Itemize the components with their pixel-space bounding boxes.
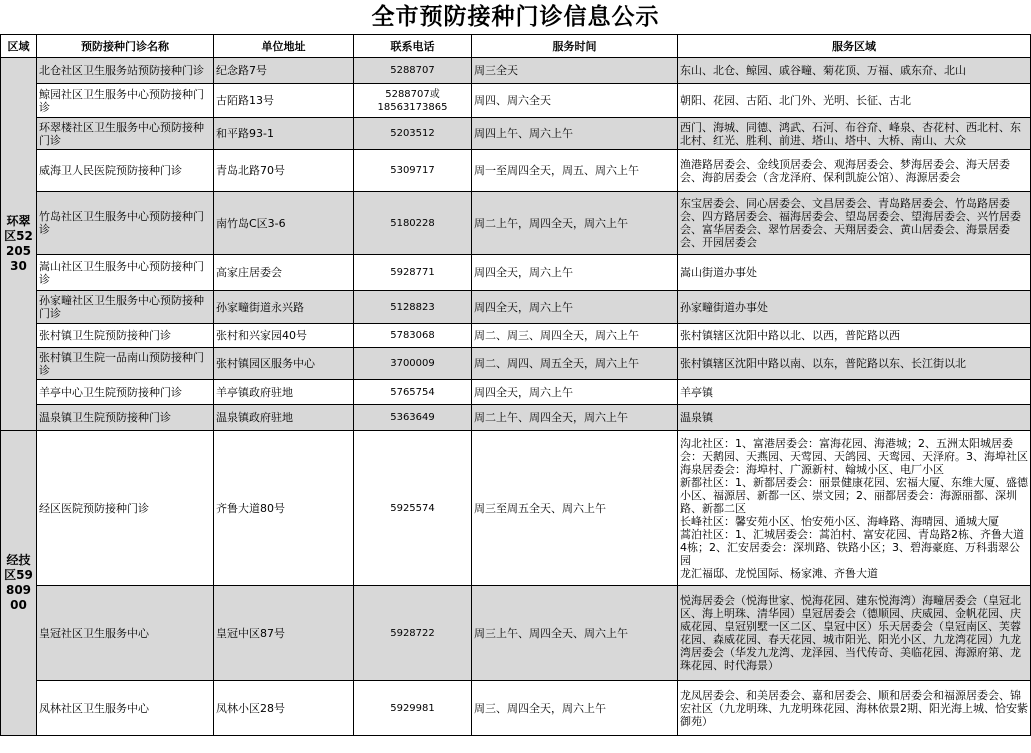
service-area-text: 渔港路居委会、金线顶居委会、观海居委会、梦海居委会、海天居委会、海韵居委会（含龙泽府、保利凯旋公馆）、海源居委会 <box>680 157 1010 184</box>
hours-cell <box>472 192 678 255</box>
clinic-name-cell <box>37 118 214 150</box>
hours-text: 周三至周五全天、周六上午 <box>474 501 606 515</box>
phone-cell <box>354 84 472 118</box>
clinic-name-text: 经区医院预防接种门诊 <box>39 501 149 515</box>
clinic-name-cell <box>37 380 214 405</box>
service-area-text: 西门、海城、同德、鸿武、石河、布谷夼、峰泉、杏花村、西北村、东北村、红光、胜利、前进、塔山、塔中、大桥、南山、大众 <box>680 120 1021 147</box>
phone-cell <box>354 405 472 431</box>
service-area-text: 张村镇辖区沈阳中路以北、以西，普陀路以西 <box>680 329 900 342</box>
service-area-cell <box>678 192 1031 255</box>
phone-cell <box>354 681 472 736</box>
phone-text: 5928771 <box>390 267 435 278</box>
service-area-text: 羊亭镇 <box>680 385 713 399</box>
clinic-name-cell <box>37 348 214 380</box>
service-area-text: 东山、北仓、鲸园、戚谷疃、菊花顶、万福、戚东夼、北山 <box>680 64 966 77</box>
hours-text: 周四全天，周六上午 <box>474 300 573 314</box>
hours-text: 周四上午、周六上午 <box>474 127 573 140</box>
phone-cell <box>354 586 472 681</box>
service-area-cell <box>678 255 1031 291</box>
clinic-table <box>0 34 1031 736</box>
hours-cell <box>472 291 678 324</box>
phone-text: 5363649 <box>390 412 435 423</box>
header-hours: 服务时间 <box>472 35 678 58</box>
hours-cell <box>472 255 678 291</box>
clinic-name-cell <box>37 192 214 255</box>
service-area-cell <box>678 291 1031 324</box>
header-address: 单位地址 <box>214 35 354 58</box>
table-body <box>1 58 1031 736</box>
phone-cell <box>354 380 472 405</box>
address-text: 温泉镇政府驻地 <box>216 411 293 424</box>
clinic-name-cell <box>37 58 214 84</box>
service-area-cell <box>678 380 1031 405</box>
table-row <box>1 255 1031 291</box>
clinic-name-cell <box>37 291 214 324</box>
clinic-name-text: 羊亭中心卫生院预防接种门诊 <box>39 385 182 399</box>
service-area-text: 张村镇辖区沈阳中路以南、以东，普陀路以东、长江街以北 <box>680 357 966 370</box>
phone-cell <box>354 255 472 291</box>
table-row <box>1 150 1031 192</box>
hours-cell <box>472 681 678 736</box>
clinic-name-text: 皇冠社区卫生服务中心 <box>39 626 149 640</box>
address-text: 青岛北路70号 <box>216 164 285 177</box>
clinic-name-text: 北仓社区卫生服务站预防接种门诊 <box>39 64 204 77</box>
address-cell <box>214 586 354 681</box>
service-area-cell <box>678 84 1031 118</box>
table-row <box>1 348 1031 380</box>
phone-cell <box>354 431 472 586</box>
service-area-cell <box>678 150 1031 192</box>
district-label: 经技区5980900 <box>4 553 33 612</box>
address-text: 皇冠中区87号 <box>216 626 285 640</box>
clinic-name-text: 张村镇卫生院预防接种门诊 <box>39 329 171 342</box>
phone-text: 5288707 <box>390 65 435 76</box>
phone-text: 5929981 <box>390 702 435 714</box>
address-cell <box>214 431 354 586</box>
address-cell <box>214 118 354 150</box>
address-cell <box>214 681 354 736</box>
table-row <box>1 431 1031 586</box>
address-cell <box>214 58 354 84</box>
service-area-text: 温泉镇 <box>680 411 713 424</box>
hours-cell <box>472 150 678 192</box>
address-cell <box>214 291 354 324</box>
clinic-name-cell <box>37 431 214 586</box>
table-row <box>1 58 1031 84</box>
address-text: 张村镇园区服务中心 <box>216 357 315 370</box>
service-area-cell <box>678 348 1031 380</box>
phone-cell <box>354 150 472 192</box>
phone-text: 5203512 <box>390 128 435 139</box>
address-text: 南竹岛C区3-6 <box>216 216 286 230</box>
clinic-name-cell <box>37 681 214 736</box>
clinic-name-text: 竹岛社区卫生服务中心预防接种门诊 <box>39 210 204 236</box>
address-cell <box>214 192 354 255</box>
clinic-name-cell <box>37 84 214 118</box>
phone-cell <box>354 324 472 348</box>
clinic-name-text: 威海卫人民医院预防接种门诊 <box>39 164 182 177</box>
hours-cell <box>472 431 678 586</box>
phone-cell <box>354 192 472 255</box>
address-text: 张村和兴家园40号 <box>216 329 307 342</box>
service-area-text: 龙凤居委会、和美居委会、嘉和居委会、顺和居委会和福源居委会、锦宏社区（九龙明珠、九龙明珠花园、海林依景2期、阳光海上城、恰安紫御苑） <box>680 688 1028 728</box>
clinic-name-text: 嵩山社区卫生服务中心预防接种门诊 <box>39 259 204 286</box>
service-area-text: 悦海居委会（悦海世家、悦海花园、建东悦海湾）海疃居委会（皇冠北区、海上明珠、清华园）皇冠居委会（德顺园、庆威园、金帆花园、庆威花园、皇冠别墅一区二区、皇冠中区）乐天居委会（皇冠南区、芙蓉花园、森威花园、春天花园、城市阳光、阳光小区、九龙湾花园）九龙湾居委会（华发九龙湾、龙泽园、当代传奇、美临花园、海源府第、龙珠花园、时代海景） <box>680 594 1021 672</box>
hours-text: 周四全天，周六上午 <box>474 266 573 279</box>
header-phone: 联系电话 <box>354 35 472 58</box>
service-area-cell <box>678 405 1031 431</box>
table-row <box>1 192 1031 255</box>
table-row <box>1 380 1031 405</box>
hours-cell <box>472 348 678 380</box>
hours-text: 周二上午、周四全天，周六上午 <box>474 411 628 424</box>
phone-cell <box>354 348 472 380</box>
hours-text: 周一至周四全天，周五、周六上午 <box>474 164 639 177</box>
hours-text: 周二、周三、周四全天，周六上午 <box>474 329 639 342</box>
phone-text: 5765754 <box>390 386 435 398</box>
clinic-name-cell <box>37 405 214 431</box>
phone-text: 5288707或18563173865 <box>377 88 448 113</box>
clinic-name-cell <box>37 150 214 192</box>
hours-text: 周三、周四全天，周六上午 <box>474 701 606 715</box>
district-label: 环翠区5220530 <box>4 214 33 273</box>
phone-text: 5180228 <box>390 217 435 229</box>
address-cell <box>214 348 354 380</box>
header-name: 预防接种门诊名称 <box>37 35 214 58</box>
address-cell <box>214 255 354 291</box>
clinic-name-text: 张村镇卫生院一品南山预防接种门诊 <box>39 350 204 377</box>
table-row <box>1 84 1031 118</box>
service-area-cell <box>678 431 1031 586</box>
district-cell <box>1 58 37 431</box>
clinic-name-cell <box>37 255 214 291</box>
clinic-name-cell <box>37 324 214 348</box>
hours-text: 周三上午、周四全天、周六上午 <box>474 626 628 640</box>
address-cell <box>214 405 354 431</box>
service-area-cell <box>678 118 1031 150</box>
clinic-name-cell <box>37 586 214 681</box>
table-row <box>1 118 1031 150</box>
clinic-name-text: 凤林社区卫生服务中心 <box>39 701 149 715</box>
phone-text: 3700009 <box>390 358 435 369</box>
table-row <box>1 405 1031 431</box>
hours-cell <box>472 380 678 405</box>
hours-text: 周二、周四、周五全天，周六上午 <box>474 357 639 370</box>
header-area: 服务区域 <box>678 35 1031 58</box>
phone-text: 5783068 <box>390 330 435 341</box>
address-cell <box>214 150 354 192</box>
table-row <box>1 586 1031 681</box>
clinic-name-text: 鲸园社区卫生服务中心预防接种门诊 <box>39 87 204 114</box>
address-text: 古陌路13号 <box>216 94 274 107</box>
hours-cell <box>472 84 678 118</box>
clinic-name-text: 孙家疃社区卫生服务中心预防接种门诊 <box>39 294 204 320</box>
table-row <box>1 681 1031 736</box>
district-cell <box>1 431 37 736</box>
hours-cell <box>472 58 678 84</box>
table-row <box>1 291 1031 324</box>
phone-cell <box>354 291 472 324</box>
address-text: 纪念路7号 <box>216 64 267 77</box>
address-cell <box>214 380 354 405</box>
address-cell <box>214 324 354 348</box>
phone-cell <box>354 118 472 150</box>
service-area-text: 孙家疃街道办事处 <box>680 300 768 314</box>
service-area-text: 朝阳、花园、古陌、北门外、光明、长征、古北 <box>680 94 911 107</box>
hours-cell <box>472 586 678 681</box>
hours-text: 周四、周六全天 <box>474 94 551 107</box>
service-area-cell <box>678 58 1031 84</box>
address-text: 孙家疃街道永兴路 <box>216 300 304 314</box>
page-title: 全市预防接种门诊信息公示 <box>371 4 660 30</box>
hours-cell <box>472 118 678 150</box>
hours-cell <box>472 324 678 348</box>
header-district: 区域 <box>1 35 37 58</box>
hours-text: 周三全天 <box>474 64 518 77</box>
address-text: 凤林小区28号 <box>216 701 285 715</box>
address-text: 和平路93-1 <box>216 127 274 140</box>
address-cell <box>214 84 354 118</box>
hours-text: 周四全天，周六上午 <box>474 385 573 399</box>
table-row <box>1 324 1031 348</box>
service-area-cell <box>678 681 1031 736</box>
hours-text: 周二上午，周四全天，周六上午 <box>474 216 628 230</box>
clinic-name-text: 环翠楼社区卫生服务中心预防接种门诊 <box>39 120 204 147</box>
hours-cell <box>472 405 678 431</box>
phone-text: 5128823 <box>390 301 435 313</box>
phone-cell <box>354 58 472 84</box>
service-area-text: 嵩山街道办事处 <box>680 266 757 279</box>
phone-text: 5928722 <box>390 627 435 639</box>
service-area-text: 沟北社区：1、富港居委会：富海花园、海港城；2、五洲太阳城居委会：天鹅园、天燕园、天莺园、天鸽园、天鸾园、天泽府。3、海埠社区海泉居委会：海埠村、广源新村、翰城小区、电厂小区 新都社区：1、新都居委会：丽景健康花园、宏福大厦、东维大厦、盛德小区、福源居、新都一区、崇文园；2、丽都居委会：海源丽都、深圳路、新都二区 长峰社区：馨安苑小区、怡安苑小区、海峰路、海晴园、通城大厦 蒿泊社区：1、汇城居委会：蒿泊村、富安花园、青岛路2栋、齐鲁大道4栋；2、汇安居委会：深圳路、铁路小区；3、碧海豪庭、万科翡翠公园 龙汇福邸、龙悦国际、杨家滩、齐鲁大道 <box>680 436 1028 580</box>
clinic-name-text: 温泉镇卫生院预防接种门诊 <box>39 411 171 424</box>
address-text: 齐鲁大道80号 <box>216 501 285 515</box>
address-text: 高家庄居委会 <box>216 266 282 279</box>
phone-text: 5925574 <box>390 502 435 514</box>
service-area-cell <box>678 324 1031 348</box>
phone-text: 5309717 <box>390 165 435 176</box>
address-text: 羊亭镇政府驻地 <box>216 385 293 399</box>
service-area-cell <box>678 586 1031 681</box>
service-area-text: 东宝居委会、同心居委会、文昌居委会、青岛路居委会、竹岛路居委会、四方路居委会、福海居委会、望岛居委会、望海居委会、兴竹居委会、富华居委会、翠竹居委会、天翔居委会、黄山居委会、海景居委会、开园居委会 <box>680 197 1021 249</box>
